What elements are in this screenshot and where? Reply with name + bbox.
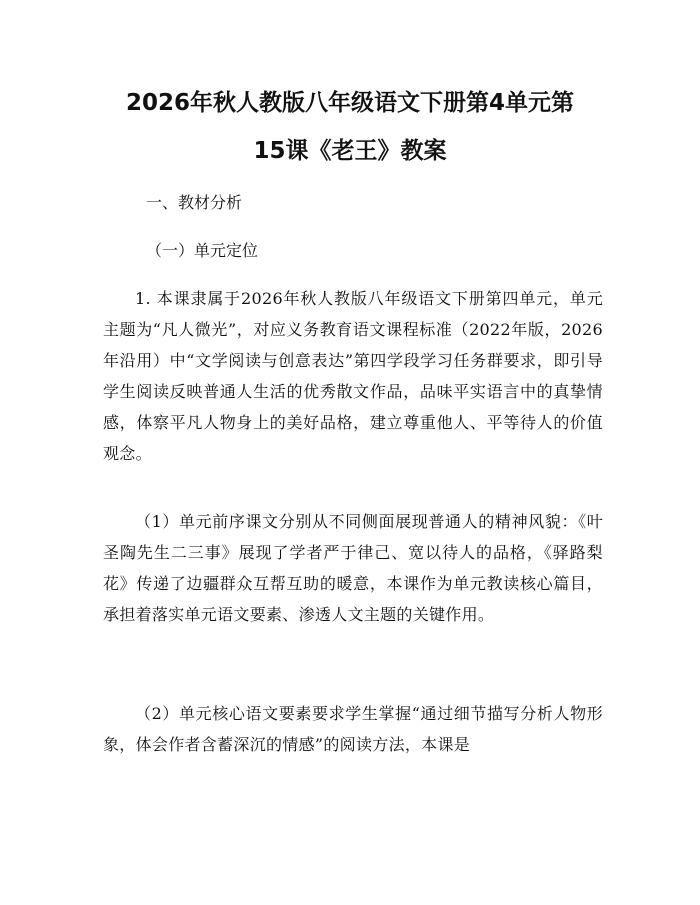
body-paragraph: 1. 本课隶属于2026年秋人教版八年级语文下册第四单元，单元主题为“凡人微光”，对应义务教育语文课程标准（2022年版，2026年沿用）中“文学阅读与创意表达”第四学段学习任务群要求，即引导学生阅读反映普通人生活的优秀散文作品，品味平实语言中的真挚情感，体察平凡人物身上的美好品格，建立尊重他人、平等待人的价值观念。	[103, 289, 603, 463]
subsection-heading: （一）单元定位	[146, 241, 259, 260]
body-paragraph: （2）单元核心语文要素要求学生掌握“通过细节描写分析人物形象，体会作者含蓄深沉的情感”的阅读方法，本课是	[103, 704, 603, 754]
document-title-line-1: 2026年秋人教版八年级语文下册第4单元第	[125, 90, 575, 116]
section-heading: 一、教材分析	[146, 193, 243, 212]
body-paragraph: （1）单元前序课文分别从不同侧面展现普通人的精神风貌：《叶圣陶先生二三事》展现了学者严于律己、宽以待人的品格，《驿路梨花》传递了边疆群众互帮互助的暖意，本课作为单元教读核心篇目，承担着落实单元语文要素、渗透人文主题的关键作用。	[103, 512, 603, 624]
document-title-line-2: 15课《老王》教案	[253, 138, 447, 164]
